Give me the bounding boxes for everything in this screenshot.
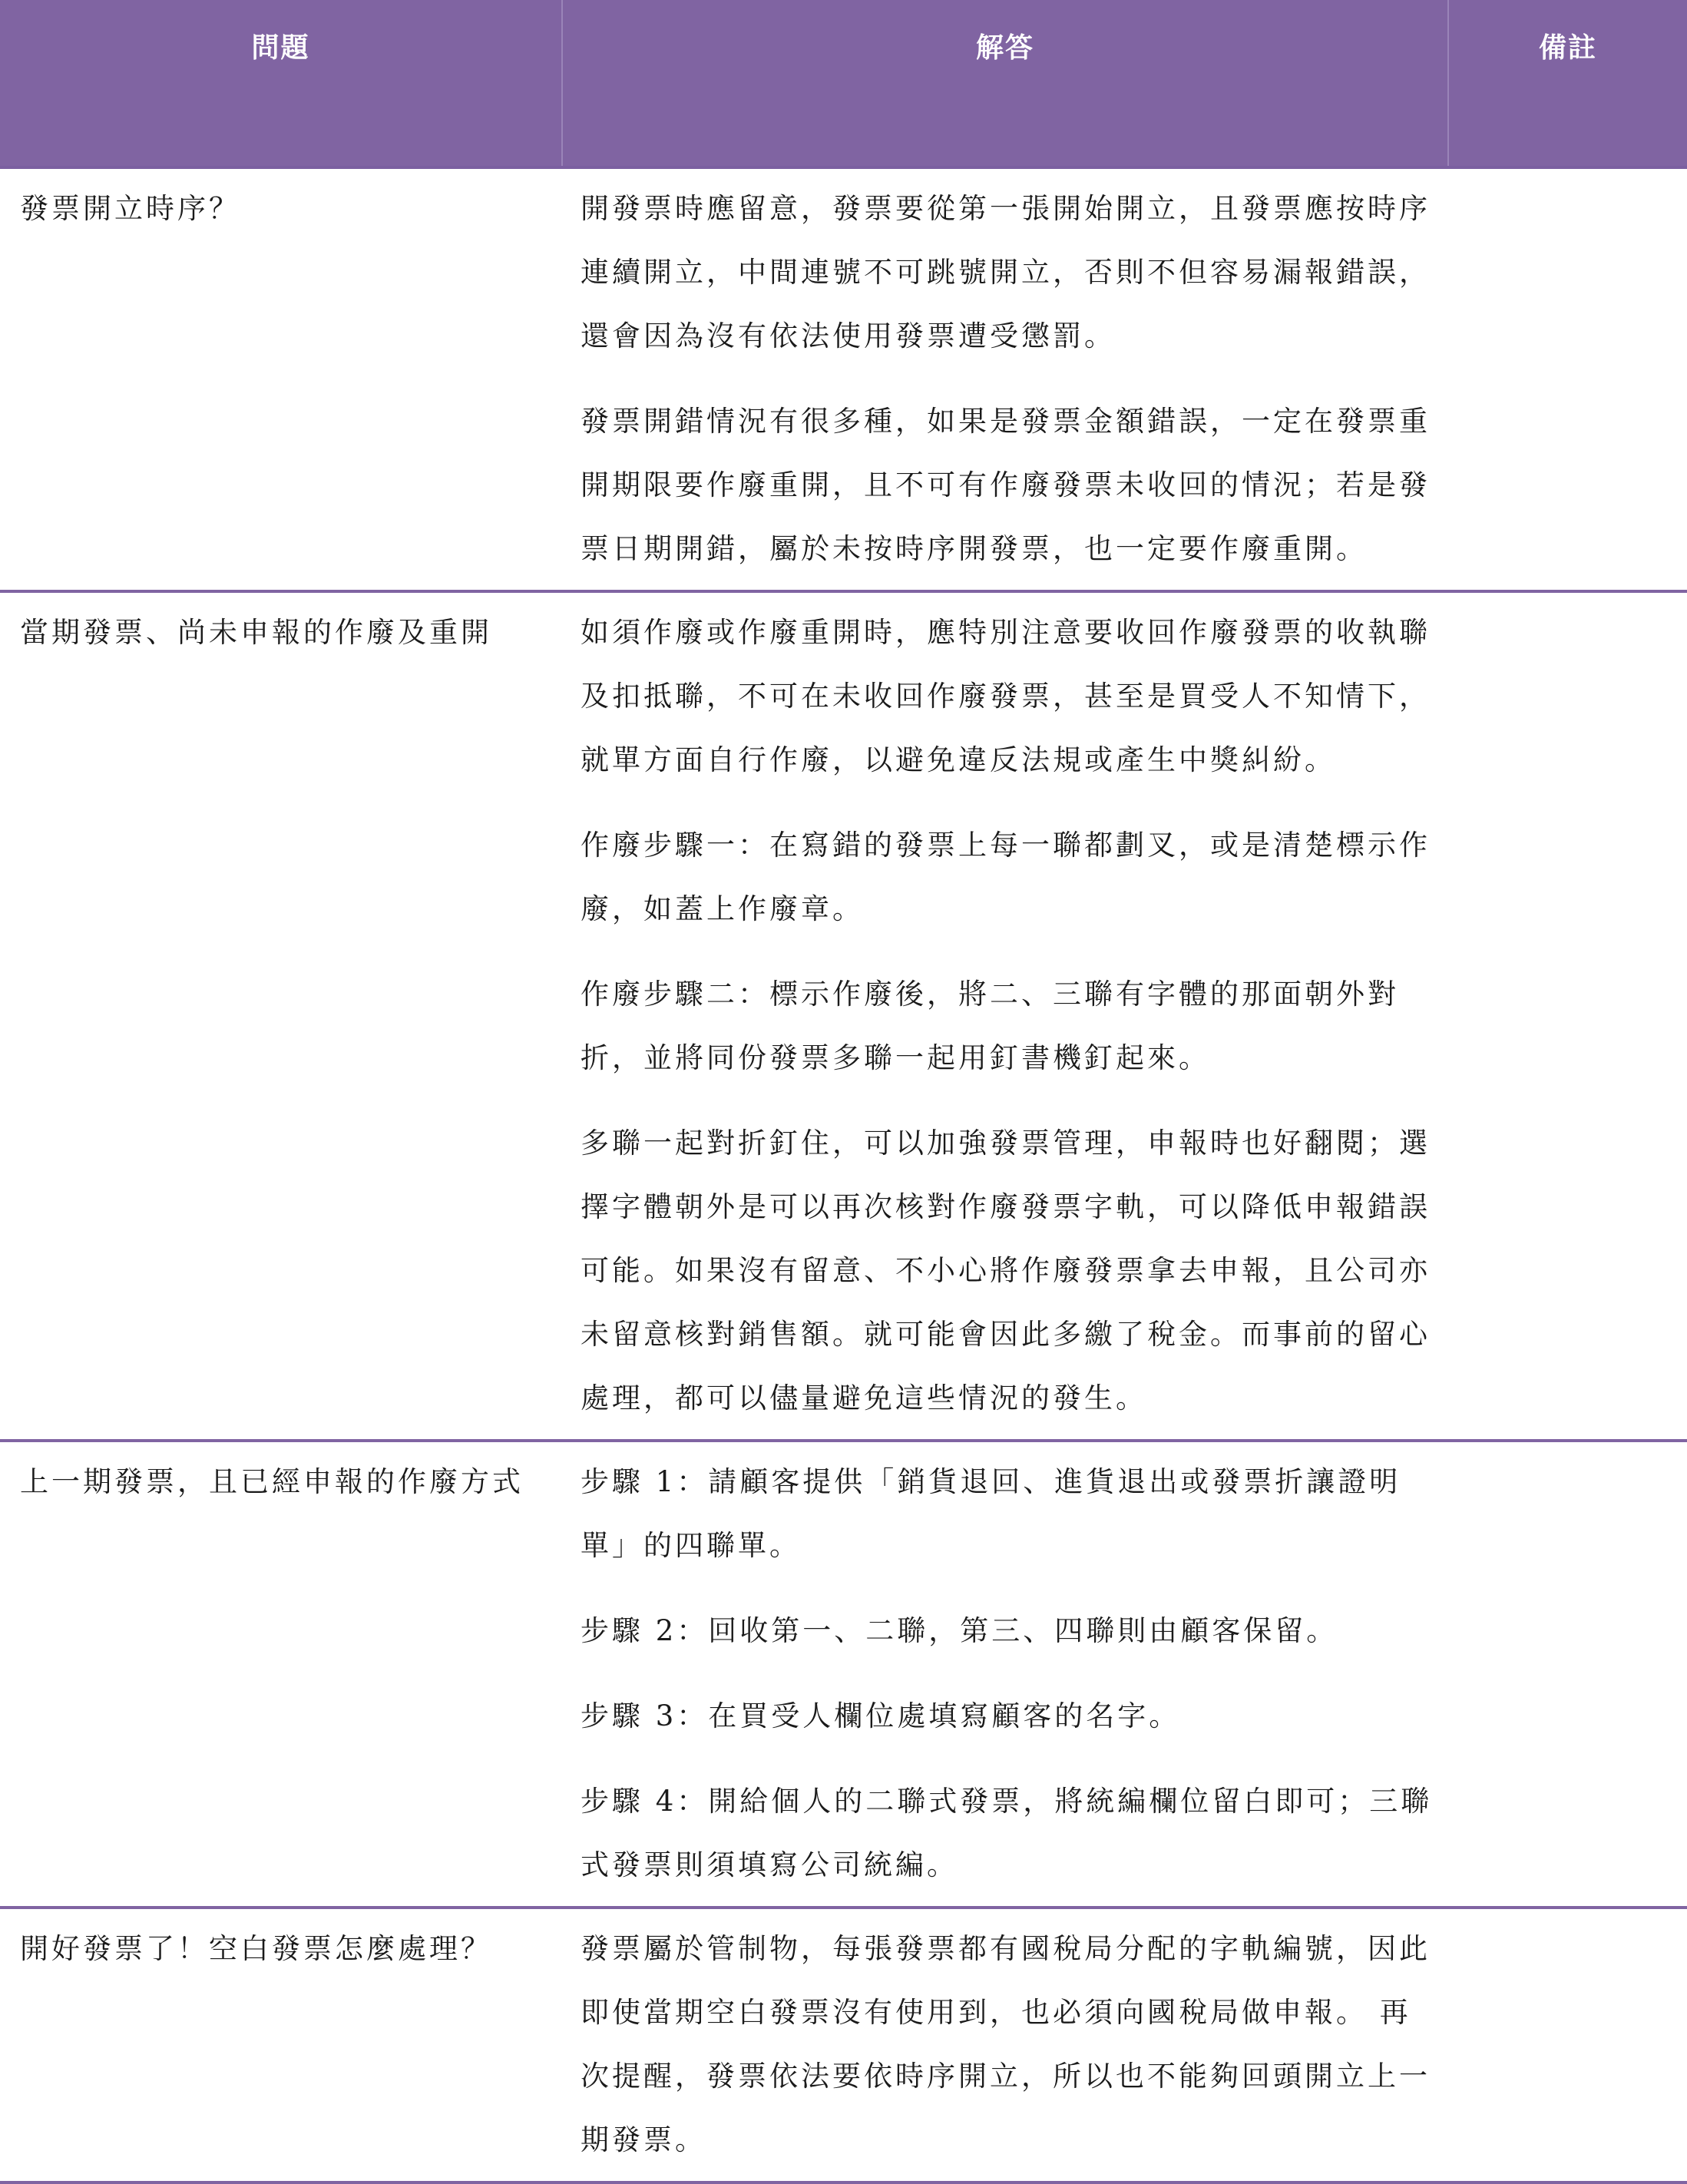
answer-cell: [562, 591, 1448, 1441]
answer-cell: [562, 1908, 1448, 2182]
table-row: [0, 167, 1687, 591]
header-note: 備註: [1448, 0, 1687, 167]
answer-paragraph: 開發票時應留意，發票要從第一張開始開立，且發票應按時序連續開立，中間連號不可跳號開立，否則不但容易漏報錯誤，還會因為沒有依法使用發票遭受懲罰。: [581, 192, 1431, 352]
question-cell: [0, 1441, 562, 1908]
answer-paragraph: 步驟 3：在買受人欄位處填寫顧客的名字。: [581, 1699, 1181, 1732]
answer-cell: [562, 1441, 1448, 1908]
question-text: 開好發票了！空白發票怎麼處理？: [20, 1932, 492, 1965]
answer-paragraph: 作廢步驟二：標示作廢後，將二、三聯有字體的那面朝外對折，並將同份發票多聯一起用釘書機釘起來。: [581, 978, 1399, 1074]
table-row: [0, 1441, 1687, 1908]
note-cell: [1448, 167, 1687, 591]
question-cell: [0, 591, 562, 1441]
answer-cell: [562, 167, 1448, 591]
header-question: 問題: [0, 0, 562, 167]
table-row: [0, 1908, 1687, 2182]
answer-paragraph: 作廢步驟一：在寫錯的發票上每一聯都劃叉，或是清楚標示作廢，如蓋上作廢章。: [581, 829, 1431, 925]
answer-paragraph: 步驟 2：回收第一、二聯，第三、四聯則由顧客保留。: [581, 1614, 1338, 1647]
answer-paragraph: 多聯一起對折釘住，可以加強發票管理，申報時也好翻閱；選擇字體朝外是可以再次核對作廢發票字軌，可以降低申報錯誤可能。如果沒有留意、不小心將作廢發票拿去申報，且公司亦未留意核對銷售額。就可能會因此多繳了稅金。而事前的留心處理，都可以儘量避免這些情況的發生。: [581, 1127, 1431, 1415]
note-cell: [1448, 1441, 1687, 1908]
table-header-row: [0, 0, 1687, 167]
answer-paragraph: 步驟 4：開給個人的二聯式發票，將統編欄位留白即可；三聯式發票則須填寫公司統編。: [581, 1785, 1433, 1881]
question-text: 當期發票、尚未申報的作廢及重開: [20, 616, 492, 649]
answer-paragraph: 發票屬於管制物，每張發票都有國稅局分配的字軌編號，因此即使當期空白發票沒有使用到，也必須向國稅局做申報。 再次提醒，發票依法要依時序開立，所以也不能夠回頭開立上一期發票。: [581, 1932, 1431, 2156]
answer-paragraph: 步驟 1：請顧客提供「銷貨退回、進貨退出或發票折讓證明單」的四聯單。: [581, 1465, 1401, 1562]
question-cell: [0, 167, 562, 591]
question-cell: [0, 1908, 562, 2182]
header-answer: 解答: [562, 0, 1448, 167]
question-text: 發票開立時序？: [20, 192, 240, 225]
note-cell: [1448, 1908, 1687, 2182]
question-text: 上一期發票，且已經申報的作廢方式: [20, 1465, 524, 1498]
answer-paragraph: 發票開錯情況有很多種，如果是發票金額錯誤，一定在發票重開期限要作廢重開，且不可有作廢發票未收回的情況；若是發票日期開錯，屬於未按時序開發票，也一定要作廢重開。: [581, 405, 1431, 565]
table-row: [0, 591, 1687, 1441]
answer-paragraph: 如須作廢或作廢重開時，應特別注意要收回作廢發票的收執聯及扣抵聯，不可在未收回作廢發票，甚至是買受人不知情下，就單方面自行作廢，以避免違反法規或產生中獎糾紛。: [581, 616, 1431, 776]
note-cell: [1448, 591, 1687, 1441]
